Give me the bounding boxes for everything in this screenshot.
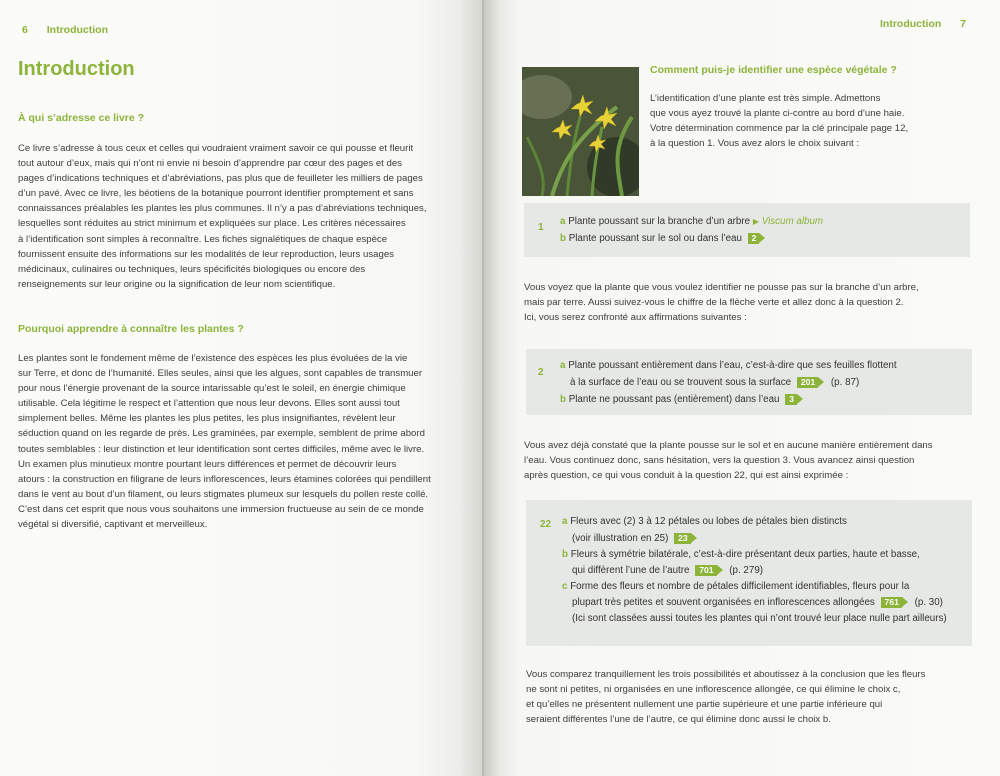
identify-question-heading: Comment puis-je identifier une espèce végétale ? [650, 64, 897, 76]
explanation-paragraph-3 [524, 438, 974, 483]
choice-letter: a [562, 516, 568, 527]
text-line: végétal si diversifié, captivant et merveilleux. [18, 519, 208, 531]
identify-intro [650, 91, 980, 151]
left-page-number: 6 [22, 24, 28, 36]
left-running-title: Introduction [46, 24, 109, 36]
text-line: pour nous l’énergie provenant de la source intarissable qu’est le soleil, en énergie chimique [18, 383, 406, 395]
choice-text: Fleurs à symétrie bilatérale, c’est-à-dire présentant deux parties, haute et basse, [570, 549, 920, 560]
text-line: pages d’indications techniques et d’abréviations, pas plus que de feuilleter les milliers de pages [18, 173, 423, 185]
key-choice-b-continued [572, 564, 763, 578]
goto-question-tag: 701 [695, 565, 716, 576]
goto-question-tag: 201 [797, 377, 818, 388]
text-line: à la question 1. Vous avez alors le choix suivant : [650, 138, 860, 150]
choice-letter: a [560, 216, 566, 227]
text-line: l’eau. Vous continuez donc, sans hésitation, vers la question 3. Vous avancez ainsi question [524, 455, 915, 467]
choice-letter: c [562, 581, 568, 592]
text-line: Les plantes sont le fondement même de l’existence des espèces les plus évoluées de la vie [18, 353, 408, 364]
right-page-number: 7 [960, 18, 967, 30]
choice-text: à la surface de l’eau ou se trouvent sous la surface [570, 377, 792, 388]
goto-question-tag: 23 [674, 533, 691, 544]
key-choice-c [562, 580, 909, 594]
text-line: à l’identification sont simples à reconnaître. Les fiches signalétiques de chaque espèce [18, 233, 388, 245]
choice-text: plupart très petites et souvent organisées en inflorescences allongées [572, 597, 875, 608]
key-question-2 [526, 349, 972, 415]
text-line: après question, ce qui vous conduit à la question 22, qui est ainsi exprimée : [524, 470, 849, 482]
text-line: Vous voyez que la plante que vous voulez identifier ne pousse pas sur la branche d’un arbre, [524, 282, 919, 293]
choice-text: qui diffèrent l’une de l’autre [572, 565, 690, 576]
choice-text: Plante poussant sur la branche d’un arbre [568, 216, 751, 227]
text-line: et qu’elles ne présentent nullement une partie supérieure et une partie inférieure qui [526, 699, 883, 711]
key-number: 2 [538, 367, 544, 378]
text-line: mais par terre. Aussi suivez-vous le chiffre de la flèche verte et allez donc à la question 2. [524, 297, 904, 309]
plant-photo [522, 67, 639, 196]
explanation-paragraph-2 [524, 280, 964, 325]
text-line: Ici, vous serez confronté aux affirmations suivantes : [524, 312, 747, 324]
species-result: Viscum album [761, 216, 824, 227]
right-running-title: Introduction [880, 18, 942, 30]
choice-letter: b [560, 394, 566, 405]
text-line: simplement belles. Même les plantes les plus petites, les plus insignifiantes, révèlent leur [18, 413, 396, 425]
text-line: ne sont ni petites, ni organisées en une inflorescence allongée, ce qui élimine le choix c, [526, 684, 901, 696]
text-line: Un examen plus minutieux montre pourtant leurs différences et permet de découvrir leurs [18, 458, 397, 470]
text-line: fournissent ensuite des informations sur les modalités de leur reproduction, leurs usages [18, 248, 394, 260]
page-reference: (p. 87) [830, 377, 860, 388]
choice-text: Forme des fleurs et nombre de pétales difficilement identifiables, fleurs pour la [570, 581, 910, 592]
text-line: sur Terre, et donc de l’humanité. Elles seules, ainsi que les algues, sont capables de transmuer [18, 368, 423, 380]
yellow-star-flower-image [522, 67, 639, 196]
text-line: d’un pavé. Avec ce livre, les béotiens de la botanique pourront identifier promptement et sans [18, 188, 414, 200]
key-choice-c-note [572, 612, 947, 626]
text-line: tout autour d’eux, mais qui n’ont ni envie ni besoin d’apprendre par cœur des pages et des [18, 158, 402, 170]
choice-text: Plante poussant sur le sol ou dans l’eau [568, 233, 742, 244]
text-line: lesquelles sont réduites au strict minimum et expliquées sur place. Les critères nécessaires [18, 218, 406, 230]
page-reference: (p. 279) [729, 565, 764, 576]
key-number: 22 [540, 519, 552, 530]
text-line: Vous comparez tranquillement les trois possibilités et aboutissez à la conclusion que les fleurs [526, 669, 926, 680]
text-line: que vous ayez trouvé la plante ci-contre au bord d’une haie. [650, 108, 905, 120]
page-title: Introduction [18, 58, 135, 80]
arrow-right-icon: ▶ [752, 217, 759, 226]
text-line: Vous avez déjà constaté que la plante pousse sur le sol et en aucune manière entièrement dans [524, 440, 933, 451]
text-line: Ce livre s’adresse à tous ceux et celles qui voudraient vraiment savoir ce qui pousse et fleurit [18, 143, 414, 154]
text-line: seraient différentes l’une de l’autre, ce qui élimine donc aussi le choix b. [526, 714, 831, 726]
text-line: atours : la construction en filigrane de leurs inflorescences, leurs étamines colorées qui pendillent [18, 473, 431, 485]
choice-text: Plante poussant entièrement dans l’eau, c’est-à-dire que ses feuilles flottent [568, 360, 897, 371]
text-line: dans le vent au bout d’un filament, ou leurs stigmates plumeux sur lesquels du pollen reste collé. [18, 488, 429, 500]
text-line: connaissances préalables les plantes les plus communes. Il n’y a pas d’abréviations techniques, [18, 203, 427, 215]
choice-text: Fleurs avec (2) 3 à 12 pétales ou lobes de pétales bien distincts [570, 516, 847, 527]
text-line: renseignements sur leur origine ou la signification de leur nom scientifique. [18, 278, 336, 290]
text-line: toutes semblables : leur distinction et leur identification sont certes difficiles, même avec le livre. [18, 443, 425, 455]
explanation-paragraph-4 [526, 667, 976, 727]
key-choice-b [560, 393, 807, 407]
choice-text: (voir illustration en 25) [572, 533, 669, 544]
choice-text: (Ici sont classées aussi toutes les plantes qui n’ont trouvé leur place nulle part ailleurs) [572, 613, 947, 624]
key-choice-c-continued [572, 596, 943, 610]
section-heading-why: Pourquoi apprendre à connaître les plantes ? [18, 323, 244, 335]
goto-question-tag: 3 [785, 394, 797, 405]
key-question-1 [524, 203, 970, 257]
key-choice-a-continued [572, 532, 701, 546]
goto-question-tag: 2 [748, 233, 760, 244]
key-number: 1 [538, 222, 544, 233]
text-line: L’identification d’une plante est très simple. Admettons [650, 93, 881, 104]
choice-text: Plante ne poussant pas (entièrement) dans l’eau [568, 394, 780, 405]
right-running-head [880, 18, 966, 30]
key-question-22 [526, 500, 972, 646]
key-choice-a [560, 215, 823, 229]
text-line: Votre détermination commence par la clé principale page 12, [650, 123, 909, 135]
text-line: médicinaux, culinaires ou techniques, leurs spécificités biologiques ou encore des [18, 263, 366, 275]
choice-letter: a [560, 360, 566, 371]
choice-letter: b [560, 233, 566, 244]
key-choice-a [560, 359, 897, 373]
key-choice-a-continued [570, 376, 859, 390]
goto-question-tag: 761 [881, 597, 902, 608]
key-choice-b [560, 232, 769, 246]
section-heading-audience: À qui s’adresse ce livre ? [18, 112, 145, 124]
text-line: séduction quand on les regarde de près. Les graminées, par exemple, semblent de prime abord [18, 428, 425, 440]
page-reference: (p. 30) [914, 597, 943, 608]
text-line: C’est dans cet esprit que nous vous souhaitons une immersion fructueuse au sein de ce monde [18, 503, 424, 515]
choice-letter: b [562, 549, 568, 560]
key-choice-a [562, 515, 847, 529]
key-choice-b [562, 548, 920, 562]
text-line: utilisable. Cela légitime le respect et l’attention que nous leur devons. Elles sont aussi tout [18, 398, 400, 410]
